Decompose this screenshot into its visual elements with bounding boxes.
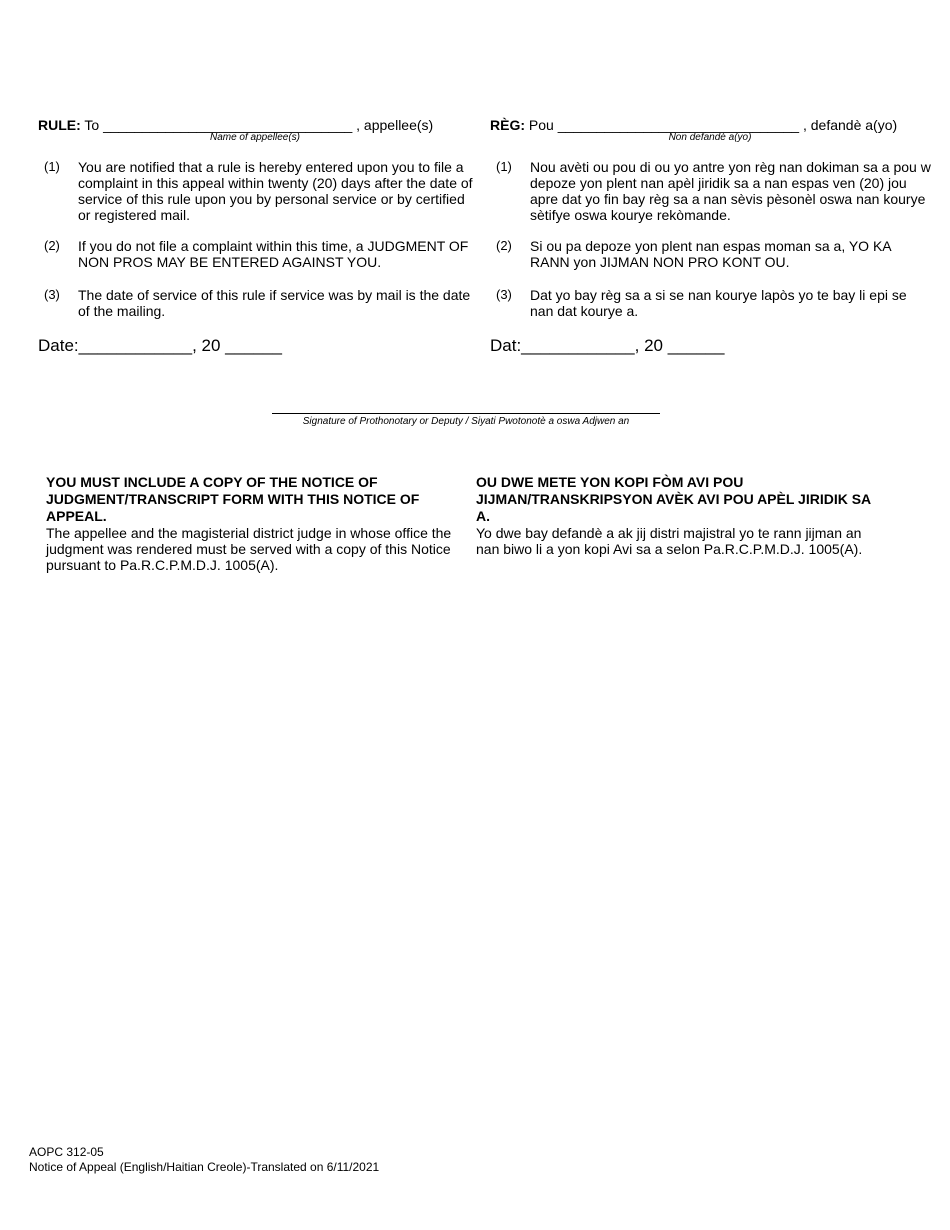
creole-item-text: Si ou pa depoze yon plent nan espas moman sa a, YO KA RANN yon JIJMAN NON PRO KONT OU. xyxy=(530,238,891,270)
english-notice xyxy=(46,474,458,573)
signature-line[interactable] xyxy=(272,413,660,414)
creole-date-field[interactable]: Dat:____________, 20 ______ xyxy=(490,336,725,355)
english-rule-suffix: , appellee(s) xyxy=(356,117,434,133)
english-rule-label: RULE: xyxy=(38,117,81,133)
english-notice-heading: YOU MUST INCLUDE A COPY OF THE NOTICE OF JUDGMENT/TRANSCRIPT FORM WITH THIS NOTICE OF APPEAL. xyxy=(46,474,420,524)
english-item-number: (2) xyxy=(44,238,60,253)
appellee-name-field[interactable]: ________________________________ xyxy=(103,117,353,133)
english-rule-line xyxy=(38,117,433,133)
english-notice-body: The appellee and the magisterial district judge in whose office the judgment was rendered must be served with a copy of this Notice pursuant to Pa.R.C.P.M.D.J. 1005(A). xyxy=(46,525,452,573)
english-item-text: The date of service of this rule if service was by mail is the date of the mailing. xyxy=(78,287,471,319)
form-footer xyxy=(29,1145,379,1175)
creole-item-text: Dat yo bay règ sa a si se nan kourye lapòs yo te bay li epi se nan dat kourye a. xyxy=(530,287,907,319)
form-id: AOPC 312-05 xyxy=(29,1145,104,1159)
defande-name-field[interactable]: _______________________________ xyxy=(557,117,800,133)
creole-rule-line xyxy=(490,117,897,133)
creole-rule-label: RÈG: xyxy=(490,117,525,133)
creole-item-number: (1) xyxy=(496,159,512,174)
creole-rule-suffix: , defandè a(yo) xyxy=(802,117,898,133)
signature-caption: Signature of Prothonotary or Deputy / Siyati Pwotonotè a oswa Adjwen an xyxy=(302,416,630,427)
english-item-number: (3) xyxy=(44,287,60,302)
creole-notice-heading: OU DWE METE YON KOPI FÒM AVI POU JIJMAN/TRANSKRIPSYON AVÈK AVI POU APÈL JIRIDIK SA A. xyxy=(476,474,871,524)
english-date-field[interactable]: Date:____________, 20 ______ xyxy=(38,336,282,355)
creole-name-caption: Non defandè a(yo) xyxy=(668,132,752,143)
creole-rule-to: Pou xyxy=(528,117,554,133)
english-item-number: (1) xyxy=(44,159,60,174)
english-name-caption: Name of appellee(s) xyxy=(209,132,301,143)
english-item-text: If you do not file a complaint within this time, a JUDGMENT OF NON PROS MAY BE ENTERED AGAINST YOU. xyxy=(78,238,469,270)
form-title: Notice of Appeal (English/Haitian Creole)-Translated on 6/11/2021 xyxy=(29,1160,380,1174)
creole-item-text: Nou avèti ou pou di ou yo antre yon règ nan dokiman sa a pou w depoze yon plent nan apèl jiridik sa a nan espas ven (20) jou apre dat yo fin bay règ sa a nan sèvis pèsonèl oswa nan kourye sètifye oswa kourye rekòmande. xyxy=(530,159,931,223)
creole-item-number: (2) xyxy=(496,238,512,253)
creole-notice xyxy=(476,474,886,557)
creole-item-number: (3) xyxy=(496,287,512,302)
creole-notice-body: Yo dwe bay defandè a ak jij distri majistral yo te rann jijman an nan biwo li a yon kopi Avi sa a selon Pa.R.C.P.M.D.J. 1005(A). xyxy=(476,525,863,557)
english-rule-to: To xyxy=(84,117,100,133)
english-item-text: You are notified that a rule is hereby entered upon you to file a complaint in this appeal within twenty (20) days after the date of service of this rule upon you by personal service or by certified or registered mail. xyxy=(78,159,473,223)
